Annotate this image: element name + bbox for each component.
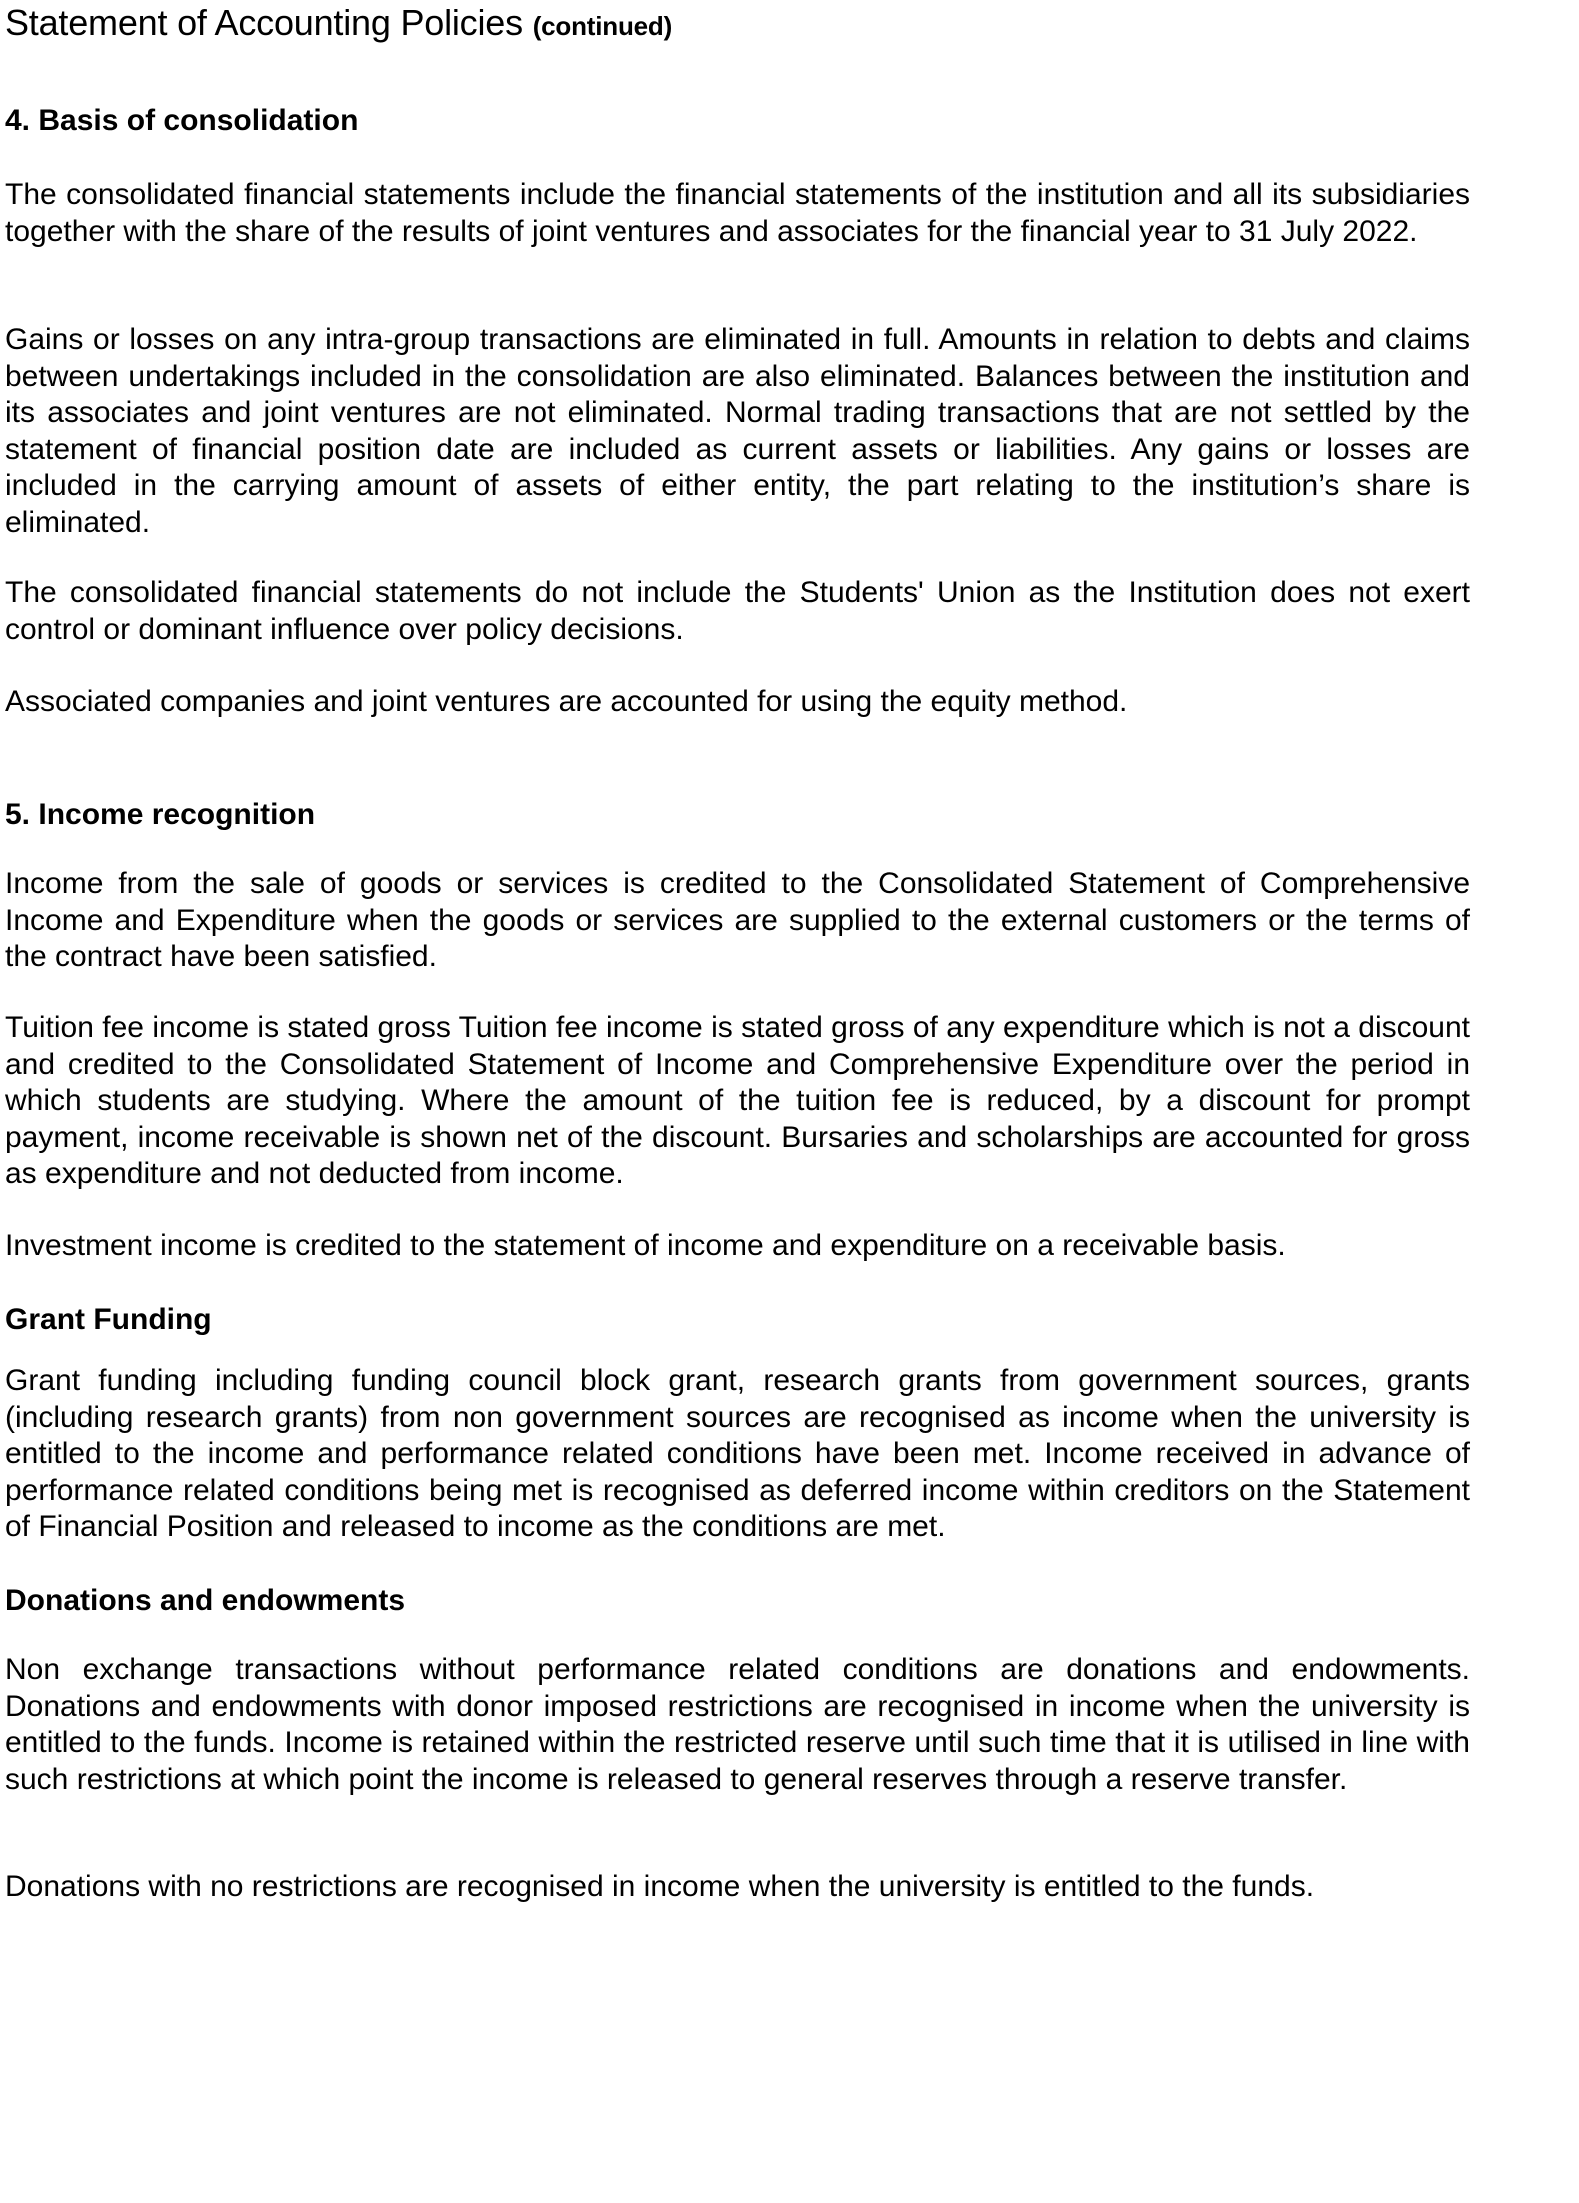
section-heading-donations: Donations and endowments	[5, 1584, 406, 1617]
page-title-text: Statement of Accounting Policies	[5, 2, 523, 43]
paragraph: Income from the sale of goods or services is credited to the Consolidated Statement of Comprehensive Income and Expenditure when the goods or services are supplied to the external customers or the terms of the contract have been satisfied.	[5, 867, 1470, 973]
paragraph: Gains or losses on any intra-group transactions are eliminated in full. Amounts in relation to debts and claims between undertakings included in the consolidation are also eliminated. Balances between the institution and its associates and joint ventures are not eliminated. Normal trading transactions that are not settled by the statement of financial position date are included as current assets or liabilities. Any gains or losses are included in the carrying amount of assets of either entity, the part relating to the institution’s share is eliminated.	[5, 323, 1470, 539]
section-heading-income: 5. Income recognition	[5, 798, 316, 831]
page-title-suffix: (continued)	[532, 11, 673, 41]
paragraph: Non exchange transactions without performance related conditions are donations and endowments. Donations and endowments with donor imposed restrictions are recognised in income when the university is entitled to the funds. Income is retained within the restricted reserve until such time that it is utilised in line with such restrictions at which point the income is released to general reserves through a reserve transfer.	[5, 1653, 1470, 1796]
section-heading-grant: Grant Funding	[5, 1303, 212, 1336]
paragraph: Grant funding including funding council block grant, research grants from government sources, grants (including research grants) from non government sources are recognised as income when the university is entitled to the income and performance related conditions have been met. Income received in advance of performance related conditions being met is recognised as deferred income within creditors on the Statement of Financial Position and released to income as the conditions are met.	[5, 1364, 1470, 1543]
paragraph: Investment income is credited to the statement of income and expenditure on a receivable basis.	[5, 1229, 1286, 1262]
page-title	[5, 2, 672, 44]
section-heading-basis: 4. Basis of consolidation	[5, 104, 359, 137]
paragraph: Donations with no restrictions are recognised in income when the university is entitled to the funds.	[5, 1870, 1315, 1903]
paragraph: Associated companies and joint ventures are accounted for using the equity method.	[5, 685, 1128, 718]
paragraph: The consolidated financial statements include the financial statements of the institution and all its subsidiaries together with the share of the results of joint ventures and associates for the financial year to 31 July 2022.	[5, 178, 1470, 248]
paragraph: Tuition fee income is stated gross Tuition fee income is stated gross of any expenditure which is not a discount and credited to the Consolidated Statement of Income and Comprehensive Expenditure over the period in which students are studying. Where the amount of the tuition fee is reduced, by a discount for prompt payment, income receivable is shown net of the discount. Bursaries and scholarships are accounted for gross as expenditure and not deducted from income.	[5, 1011, 1470, 1190]
paragraph: The consolidated financial statements do not include the Students' Union as the Institution does not exert control or dominant influence over policy decisions.	[5, 576, 1470, 646]
